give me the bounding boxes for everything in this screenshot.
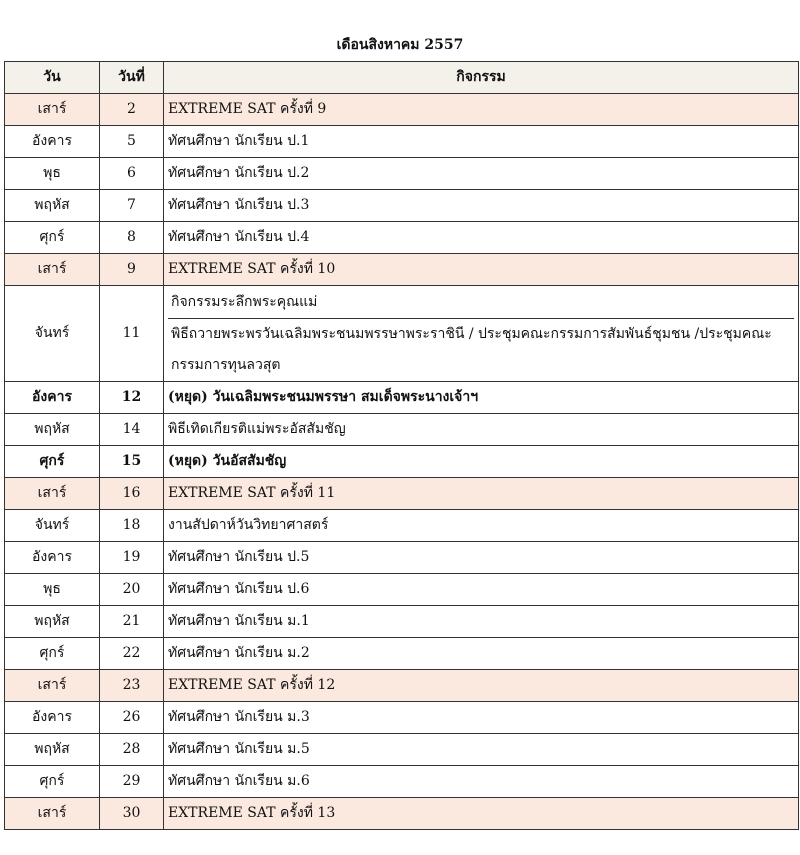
cell-activity: EXTREME SAT ครั้งที่ 10: [164, 254, 799, 286]
table-row: [5, 670, 799, 702]
activity-line: กิจกรรมระลึกพระคุณแม่: [168, 286, 794, 319]
table-row: [5, 254, 799, 286]
cell-activity: งานสัปดาห์วันวิทยาศาสตร์: [164, 510, 799, 542]
cell-date: 12: [100, 382, 164, 414]
cell-day: จันทร์: [5, 286, 100, 382]
cell-date: 2: [100, 94, 164, 126]
cell-day: ศุกร์: [5, 222, 100, 254]
header-activity: กิจกรรม: [164, 62, 799, 94]
cell-date: 28: [100, 734, 164, 766]
table-row: [5, 734, 799, 766]
cell-date: 9: [100, 254, 164, 286]
cell-day: อังคาร: [5, 542, 100, 574]
cell-date: 23: [100, 670, 164, 702]
cell-activity: ทัศนศึกษา นักเรียน ป.4: [164, 222, 799, 254]
table-header-row: [5, 62, 799, 94]
cell-activity: ทัศนศึกษา นักเรียน ป.3: [164, 190, 799, 222]
table-row: [5, 702, 799, 734]
cell-day: ศุกร์: [5, 638, 100, 670]
cell-date: 29: [100, 766, 164, 798]
cell-activity: ทัศนศึกษา นักเรียน ป.5: [164, 542, 799, 574]
cell-activity: ทัศนศึกษา นักเรียน ม.1: [164, 606, 799, 638]
table-row: [5, 478, 799, 510]
table-row: [5, 286, 799, 382]
cell-date: 6: [100, 158, 164, 190]
cell-date: 5: [100, 126, 164, 158]
cell-date: 18: [100, 510, 164, 542]
cell-activity: ทัศนศึกษา นักเรียน ป.2: [164, 158, 799, 190]
table-row: [5, 94, 799, 126]
table-row: [5, 638, 799, 670]
cell-activity: ทัศนศึกษา นักเรียน ม.2: [164, 638, 799, 670]
cell-activity: ทัศนศึกษา นักเรียน ม.6: [164, 766, 799, 798]
table-row: [5, 382, 799, 414]
table-row: [5, 222, 799, 254]
table-row: [5, 606, 799, 638]
table-row: [5, 158, 799, 190]
cell-activity: ทัศนศึกษา นักเรียน ม.3: [164, 702, 799, 734]
cell-activity: (หยุด) วันเฉลิมพระชนมพรรษา สมเด็จพระนางเจ้าฯ: [164, 382, 799, 414]
cell-activity: EXTREME SAT ครั้งที่ 11: [164, 478, 799, 510]
cell-activity: EXTREME SAT ครั้งที่ 9: [164, 94, 799, 126]
activity-line: พิธีถวายพระพรวันเฉลิมพระชนมพรรษาพระราชินี / ประชุมคณะกรรมการสัมพันธ์ชุมชน /ประชุมคณะกรรมการทุนลวสุต: [171, 326, 772, 373]
cell-day: พฤหัส: [5, 190, 100, 222]
cell-date: 8: [100, 222, 164, 254]
header-date: วันที่: [100, 62, 164, 94]
table-row: [5, 574, 799, 606]
table-row: [5, 126, 799, 158]
cell-day: เสาร์: [5, 254, 100, 286]
cell-day: พุธ: [5, 574, 100, 606]
cell-day: อังคาร: [5, 702, 100, 734]
cell-day: เสาร์: [5, 478, 100, 510]
cell-activity: พิธีเทิดเกียรติแม่พระอัสสัมชัญ: [164, 414, 799, 446]
table-row: [5, 542, 799, 574]
cell-date: 16: [100, 478, 164, 510]
cell-date: 14: [100, 414, 164, 446]
table-row: [5, 414, 799, 446]
cell-date: 21: [100, 606, 164, 638]
cell-activity: (หยุด) วันอัสสัมชัญ: [164, 446, 799, 478]
cell-day: เสาร์: [5, 798, 100, 830]
table-row: [5, 446, 799, 478]
cell-activity: [164, 286, 799, 382]
cell-date: 30: [100, 798, 164, 830]
cell-activity: ทัศนศึกษา นักเรียน ป.6: [164, 574, 799, 606]
cell-day: ศุกร์: [5, 446, 100, 478]
cell-date: 15: [100, 446, 164, 478]
cell-day: พฤหัส: [5, 414, 100, 446]
cell-date: 20: [100, 574, 164, 606]
cell-day: พุธ: [5, 158, 100, 190]
table-row: [5, 798, 799, 830]
cell-day: พฤหัส: [5, 734, 100, 766]
table-row: [5, 510, 799, 542]
cell-date: 7: [100, 190, 164, 222]
cell-date: 11: [100, 286, 164, 382]
page-title: เดือนสิงหาคม 2557: [336, 37, 464, 53]
cell-activity: ทัศนศึกษา นักเรียน ป.1: [164, 126, 799, 158]
header-day: วัน: [5, 62, 100, 94]
cell-activity: ทัศนศึกษา นักเรียน ม.5: [164, 734, 799, 766]
cell-day: เสาร์: [5, 94, 100, 126]
table-row: [5, 190, 799, 222]
cell-day: จันทร์: [5, 510, 100, 542]
cell-date: 26: [100, 702, 164, 734]
table-row: [5, 766, 799, 798]
cell-activity: EXTREME SAT ครั้งที่ 13: [164, 798, 799, 830]
cell-day: อังคาร: [5, 126, 100, 158]
cell-day: พฤหัส: [5, 606, 100, 638]
cell-day: อังคาร: [5, 382, 100, 414]
cell-day: เสาร์: [5, 670, 100, 702]
cell-activity: EXTREME SAT ครั้งที่ 12: [164, 670, 799, 702]
cell-day: ศุกร์: [5, 766, 100, 798]
cell-date: 19: [100, 542, 164, 574]
table-body: [5, 94, 799, 830]
schedule-table: [4, 61, 799, 830]
cell-date: 22: [100, 638, 164, 670]
